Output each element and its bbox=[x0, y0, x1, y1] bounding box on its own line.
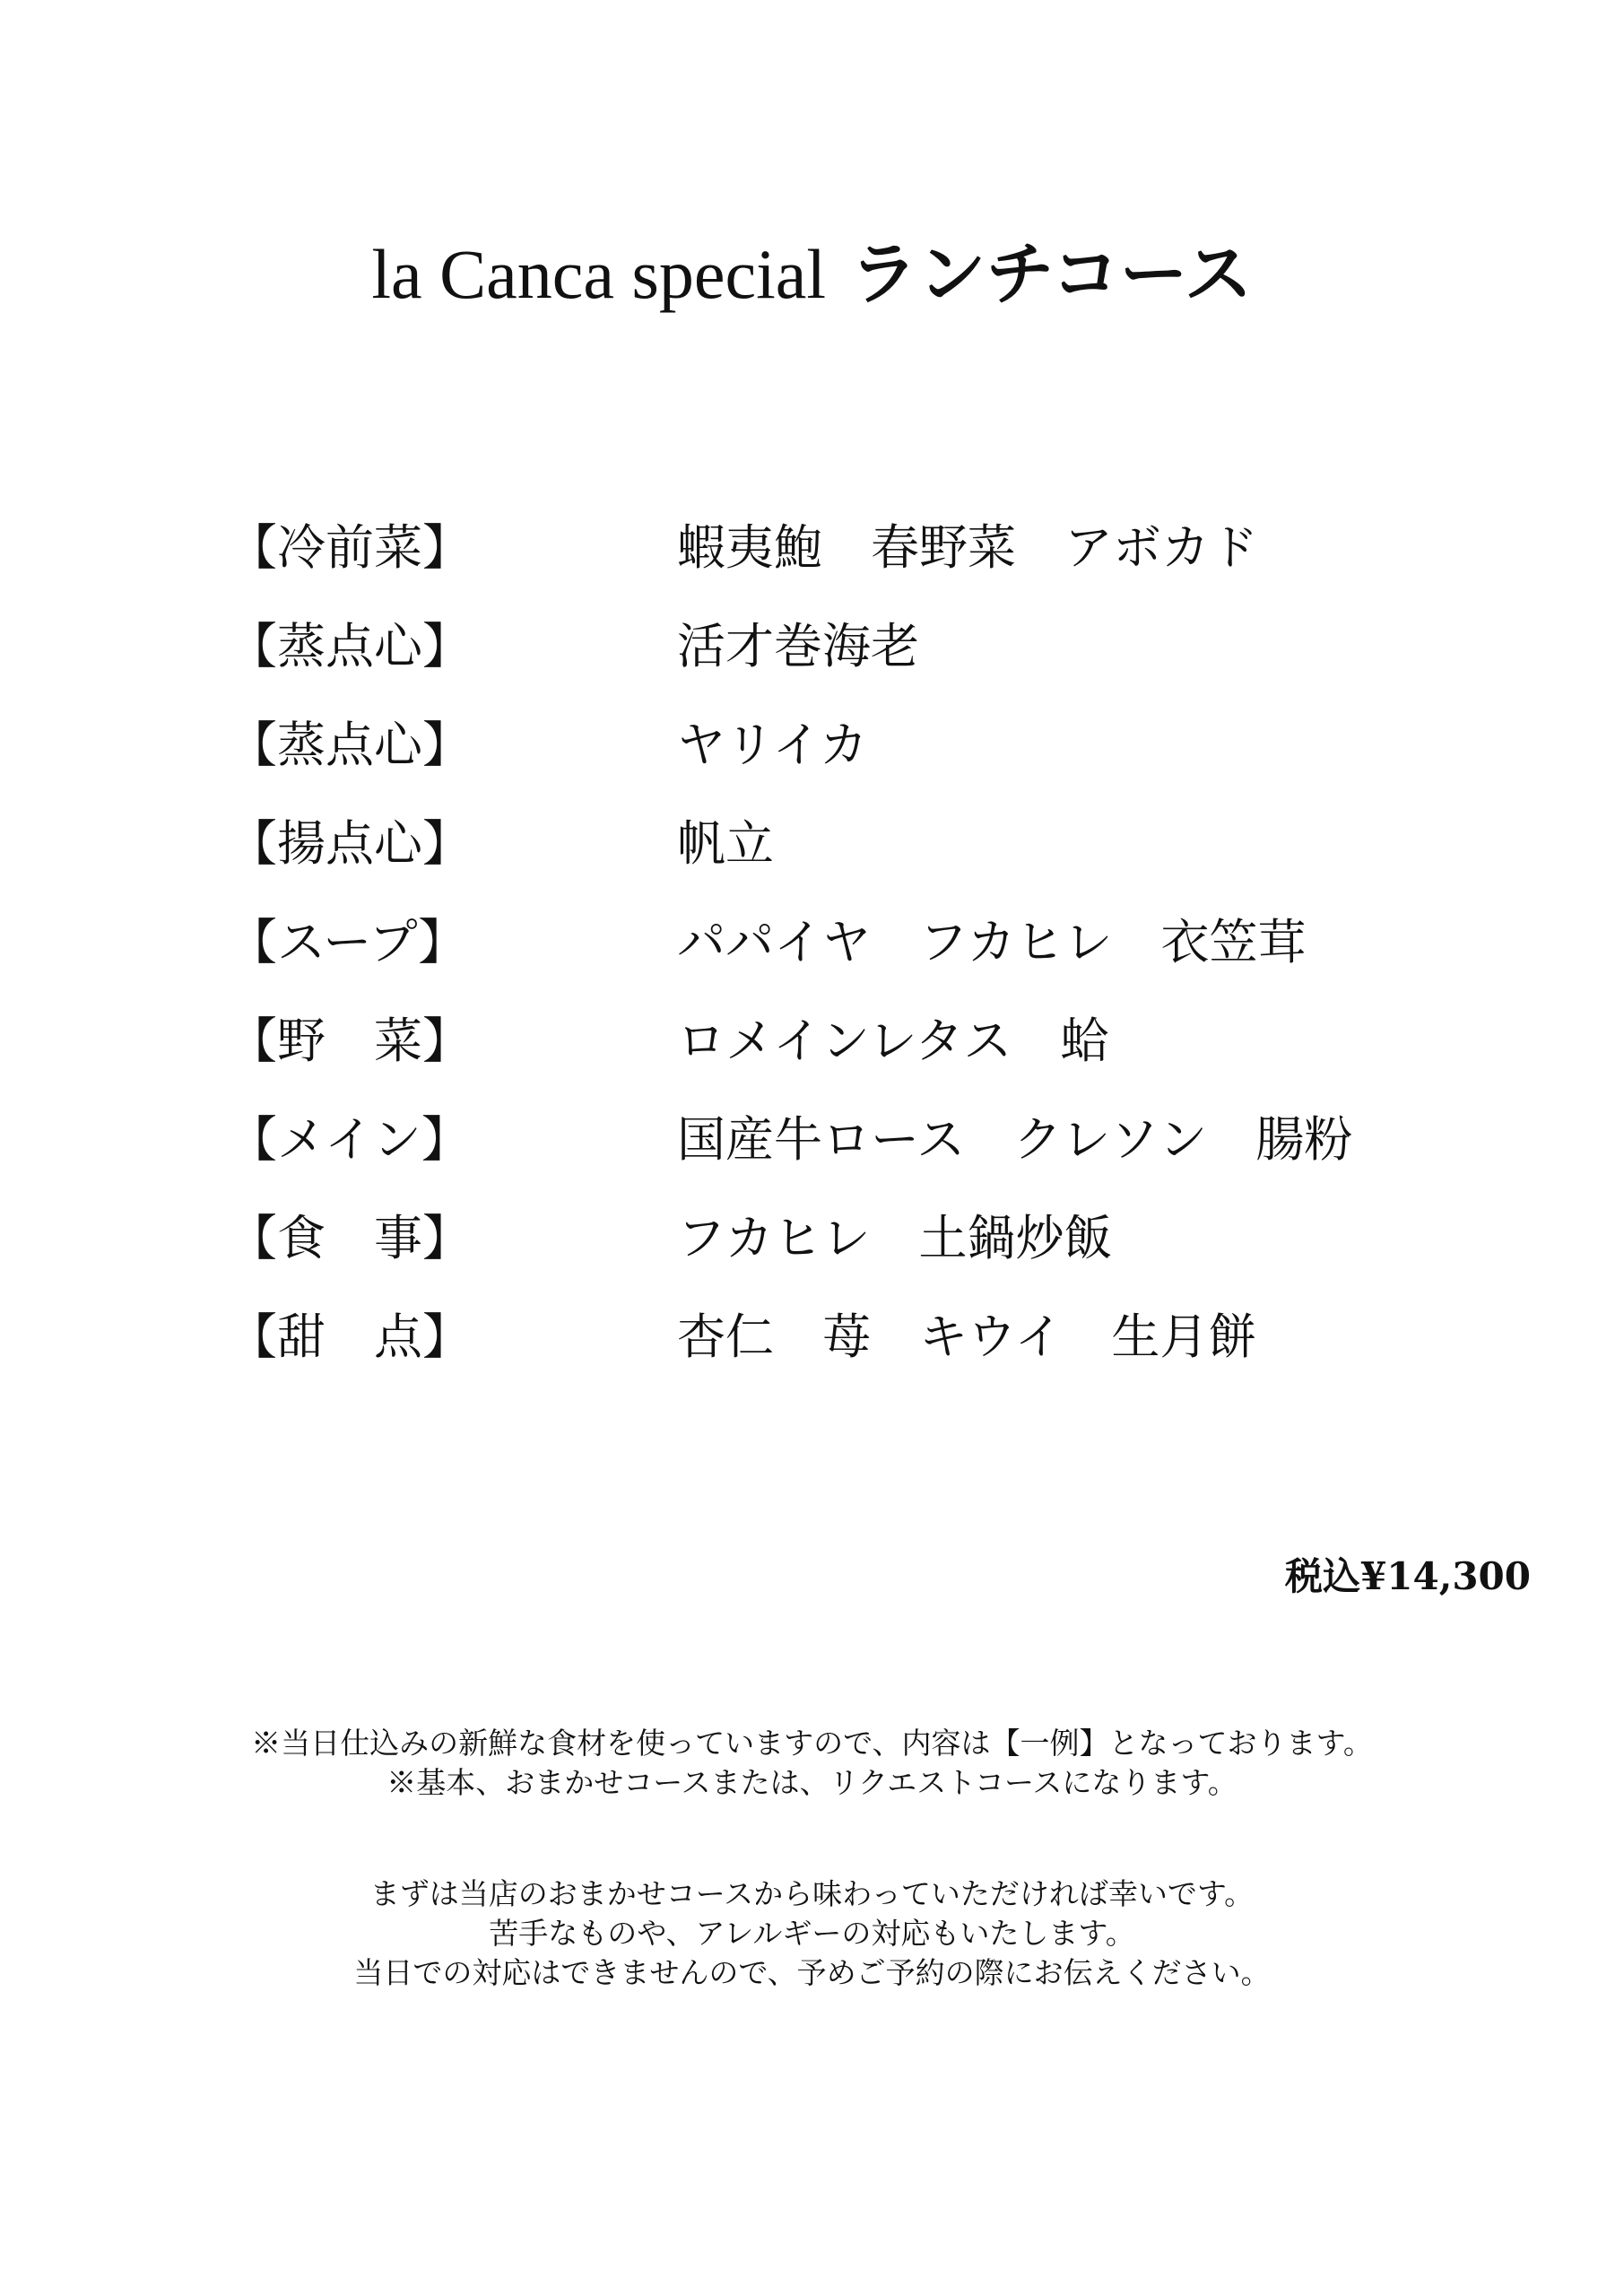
menu-row-meal bbox=[229, 1189, 1484, 1288]
menu-row-dessert bbox=[229, 1288, 1484, 1387]
menu-category: 【スープ】 bbox=[229, 914, 467, 970]
note-line: ※基本、おまかせコースまたは、リクエストコースになります。 bbox=[386, 1765, 1238, 1800]
note-line: 苦手なものや、アレルギーの対応もいたします。 bbox=[489, 1916, 1135, 1951]
menu-row-soup bbox=[229, 893, 1484, 992]
menu-row-vegetable bbox=[229, 992, 1484, 1091]
menu-notes bbox=[0, 1724, 1624, 1803]
menu-category: 【冷前菜】 bbox=[229, 519, 471, 576]
menu-row-steamed-dimsum-2 bbox=[229, 696, 1484, 795]
menu-dish: 活才巻海老 bbox=[677, 618, 919, 674]
page-title bbox=[0, 230, 1624, 319]
note-line: 当日での対応はできませんので、予めご予約の際にお伝えください。 bbox=[353, 1955, 1271, 1990]
menu-dish: 杏仁 苺 キウイ 生月餅 bbox=[677, 1309, 1257, 1365]
menu-row-cold-appetizer bbox=[229, 499, 1484, 597]
menu-dish: 帆立 bbox=[677, 815, 774, 872]
title-latin: la Canca special bbox=[371, 235, 827, 313]
menu-category: 【メイン】 bbox=[229, 1111, 470, 1168]
menu-category: 【蒸点心】 bbox=[229, 717, 471, 773]
note-line: まずは当店のおまかせコースから味わっていただければ幸いです。 bbox=[369, 1876, 1255, 1911]
menu-row-fried-dimsum bbox=[229, 795, 1484, 893]
note-line: ※当日仕込みの新鮮な食材を使っていますので、内容は【一例】となっております。 bbox=[251, 1726, 1373, 1761]
course-menu bbox=[229, 499, 1484, 1387]
menu-category: 【食 事】 bbox=[229, 1210, 471, 1266]
title-japanese: ランチコース bbox=[849, 234, 1253, 314]
menu-row-main bbox=[229, 1091, 1484, 1189]
menu-row-steamed-dimsum-1 bbox=[229, 597, 1484, 696]
menu-category: 【野 菜】 bbox=[229, 1013, 471, 1069]
menu-dish: ロメインレタス 蛤 bbox=[677, 1013, 1109, 1069]
menu-category: 【揚点心】 bbox=[229, 815, 471, 872]
course-price: 税込¥14,300 bbox=[1285, 1554, 1531, 1598]
menu-dish: 蝦夷鮑 春野菜 アボカド bbox=[677, 519, 1258, 576]
menu-dish: パパイヤ フカヒレ 衣笠茸 bbox=[677, 914, 1307, 970]
menu-category: 【甜 点】 bbox=[229, 1309, 471, 1365]
menu-dish: 国産牛ロース クレソン 腸粉 bbox=[677, 1111, 1353, 1168]
allergy-notes bbox=[0, 1874, 1624, 1993]
menu-dish: フカヒレ 土鍋炒飯 bbox=[677, 1210, 1113, 1266]
menu-dish: ヤリイカ bbox=[677, 717, 868, 773]
menu-category: 【蒸点心】 bbox=[229, 618, 471, 674]
